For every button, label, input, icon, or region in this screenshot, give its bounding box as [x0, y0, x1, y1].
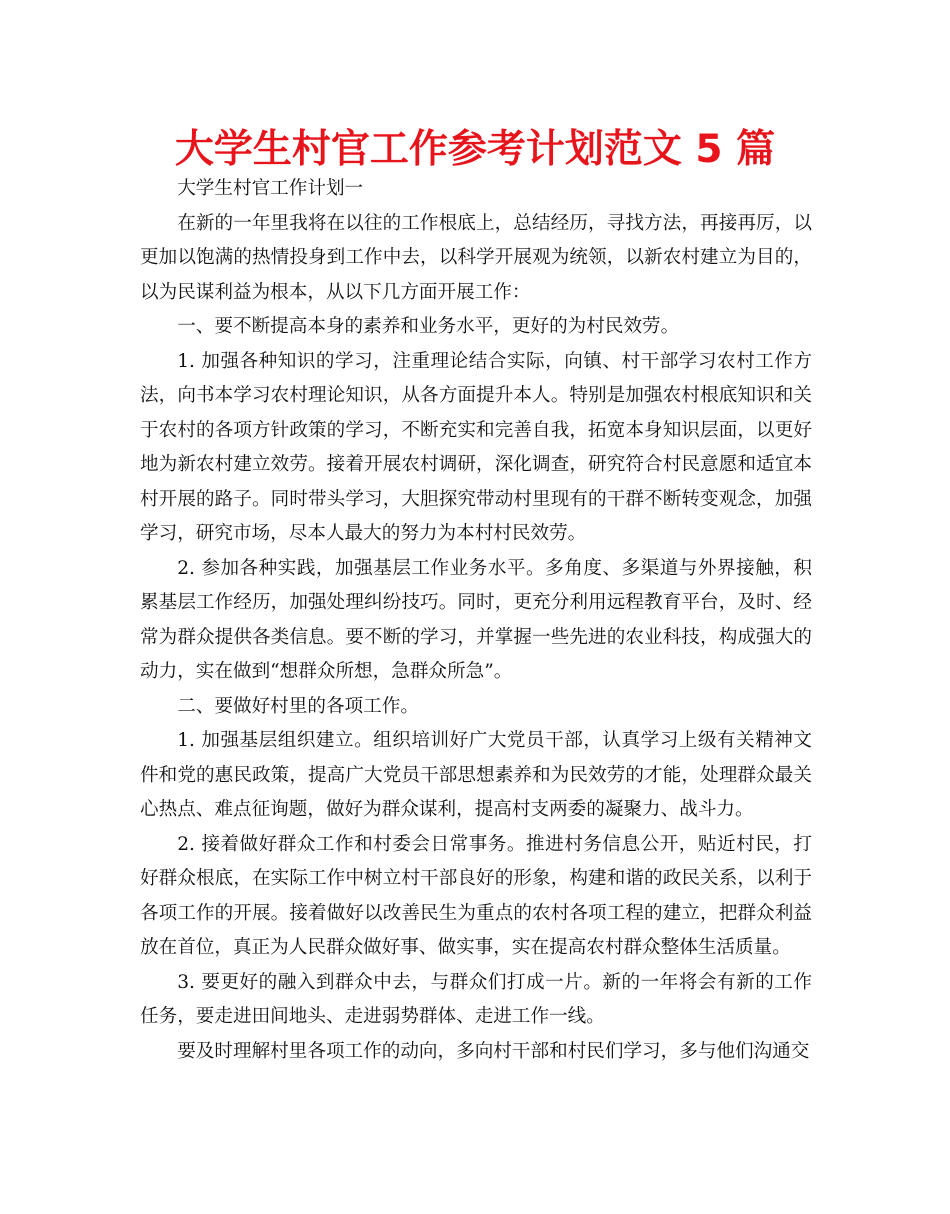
section-heading: 大学生村官工作计划一	[177, 178, 364, 199]
paragraph: 要及时理解村里各项工作的动向，多向村干部和村民们学习，多与他们沟通交	[177, 1040, 810, 1062]
paragraph: 2. 接着做好群众工作和村委会日常事务。推进村务信息公开，贴近村民，打好群众根底，在实际工作中树立村干部良好的形象，构建和谐的政民关系，以利于各项工作的开展。接着做好以改善民生为重点的农村各项工程的建立，把群众利益放在首位，真正为人民群众做好事、做实事，实在提高农村群众整体生活质量。	[140, 833, 812, 958]
paragraph: 在新的一年里我将在以往的工作根底上，总结经历，寻找方法，再接再厉，以更加以饱满的热情投身到工作中去，以科学开展观为统领，以新农村建立为目的，以为民谋利益为根本，从以下几方面开展工作：	[140, 212, 812, 303]
paragraph: 3. 要更好的融入到群众中去，与群众们打成一片。新的一年将会有新的工作任务，要走进田间地头、走进弱势群体、走进工作一线。	[140, 971, 812, 1027]
document-body	[140, 172, 812, 1069]
paragraph: 1. 加强各种知识的学习，注重理论结合实际，向镇、村干部学习农村工作方法，向书本学习农村理论知识，从各方面提升本人。特别是加强农村根底知识和关于农村的各项方针政策的学习，不断充实和完善自我，拓宽本身知识层面，以更好地为新农村建立效劳。接着开展农村调研，深化调查，研究符合村民意愿和适宜本村开展的路子。同时带头学习，大胆探究带动村里现有的干群不断转变观念，加强学习，研究市场，尽本人最大的努力为本村村民效劳。	[140, 350, 812, 544]
paragraph: 2. 参加各种实践，加强基层工作业务水平。多角度、多渠道与外界接触，积累基层工作经历，加强处理纠纷技巧。同时，更充分利用远程教育平台，及时、经常为群众提供各类信息。要不断的学习，并掌握一些先进的农业科技，构成强大的动力，实在做到“想群众所想，急群众所急”。	[140, 557, 812, 682]
document-title: 大学生村官工作参考计划范文 5 篇	[174, 127, 776, 172]
paragraph: 一、要不断提高本身的素养和业务水平，更好的为村民效劳。	[177, 316, 680, 337]
paragraph: 1. 加强基层组织建立。组织培训好广大党员干部，认真学习上级有关精神文件和党的惠民政策，提高广大党员干部思想素养和为民效劳的才能，处理群众最关心热点、难点征询题，做好为群众谋利，提高村支两委的凝聚力、战斗力。	[140, 730, 812, 820]
paragraph: 二、要做好村里的各项工作。	[177, 695, 419, 717]
